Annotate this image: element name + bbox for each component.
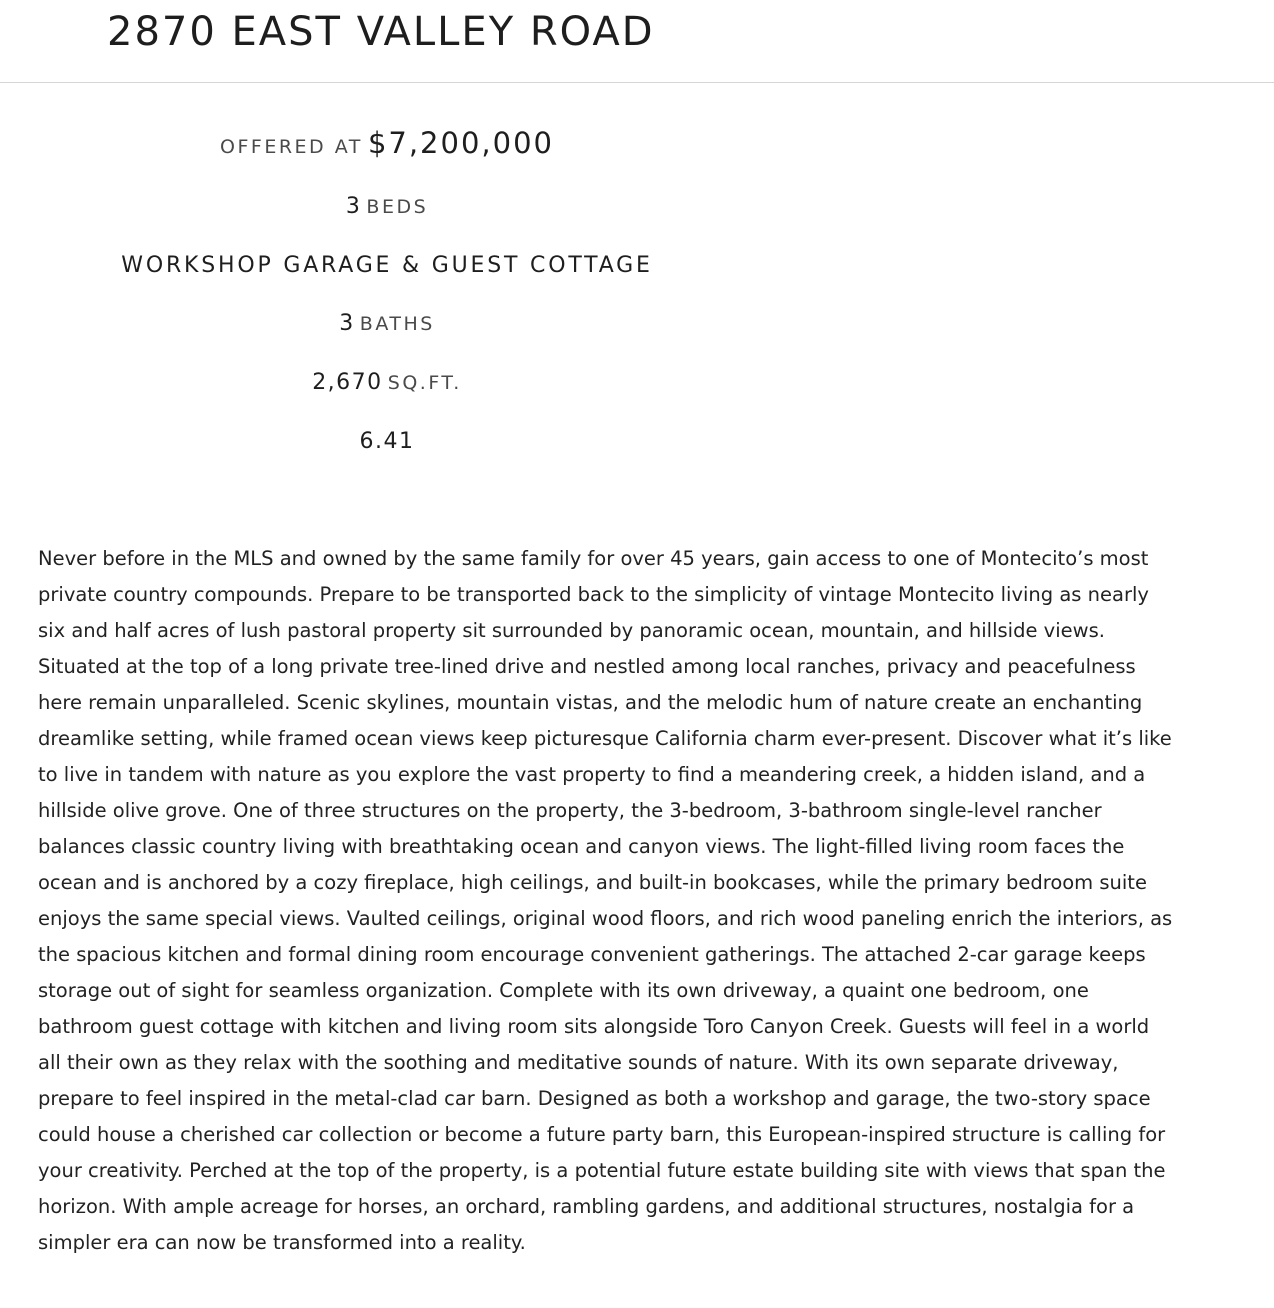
page-header (0, 0, 1274, 83)
baths-value: 3 (339, 311, 355, 336)
sqft-value: 2,670 (312, 370, 383, 395)
acres-line (0, 429, 774, 454)
baths-line (0, 311, 774, 336)
price-line (0, 126, 774, 160)
price-value: $7,200,000 (367, 126, 554, 160)
acres-value: 6.41 (359, 429, 415, 454)
feature-line (0, 253, 774, 278)
feature-value: WORKSHOP GARAGE & GUEST COTTAGE (121, 253, 653, 278)
beds-label: BEDS (366, 196, 429, 218)
offered-at-label: OFFERED AT (220, 136, 363, 158)
sqft-label: SQ.FT. (387, 372, 462, 394)
property-address-title: 2870 EAST VALLEY ROAD (107, 9, 655, 55)
beds-value: 3 (345, 194, 362, 219)
property-description: Never before in the MLS and owned by the same family for over 45 years, gain access to one of Montecito’s most private country compounds. Prepare to be transported back to the simplicity of vintage Montecito living as nearly six and half acres of lush pastoral property sit surrounded by panoramic ocean, mountain, and hillside views. Situated at the top of a long private tree-lined drive and nestled among local ranches, privacy and peacefulness here remain unparalleled. Scenic skylines, mountain vistas, and the melodic hum of nature create an enchanting dreamlike setting, while framed ocean views keep picturesque California charm ever-present. Discover what it’s like to live in tandem with nature as you explore the vast property to find a meandering creek, a hidden island, and a hillside olive grove. One of three structures on the property, the 3-bedroom, 3-bathroom single-level rancher balances classic country living with breathtaking ocean and canyon views. The light-filled living room faces the ocean and is anchored by a cozy fireplace, high ceilings, and built-in bookcases, while the primary bedroom suite enjoys the same special views. Vaulted ceilings, original wood floors, and rich wood paneling enrich the interiors, as the spacious kitchen and formal dining room encourage convenient gatherings. The attached 2-car garage keeps storage out of sight for seamless organization. Complete with its own driveway, a quaint one bedroom, one bathroom guest cottage with kitchen and living room sits alongside Toro Canyon Creek. Guests will feel in a world all their own as they relax with the soothing and meditative sounds of nature. With its own separate driveway, prepare to feel inspired in the metal-clad car barn. Designed as both a workshop and garage, the two-story space could house a cherished car collection or become a future party barn, this European-inspired structure is calling for your creativity. Perched at the top of the property, is a potential future estate building site with views that span the horizon. With ample acreage for horses, an orchard, rambling gardens, and additional structures, nostalgia for a simpler era can now be transformed into a reality. (38, 547, 1173, 1254)
beds-line (0, 194, 774, 219)
baths-label: BATHS (359, 313, 435, 335)
sqft-line (0, 370, 774, 395)
